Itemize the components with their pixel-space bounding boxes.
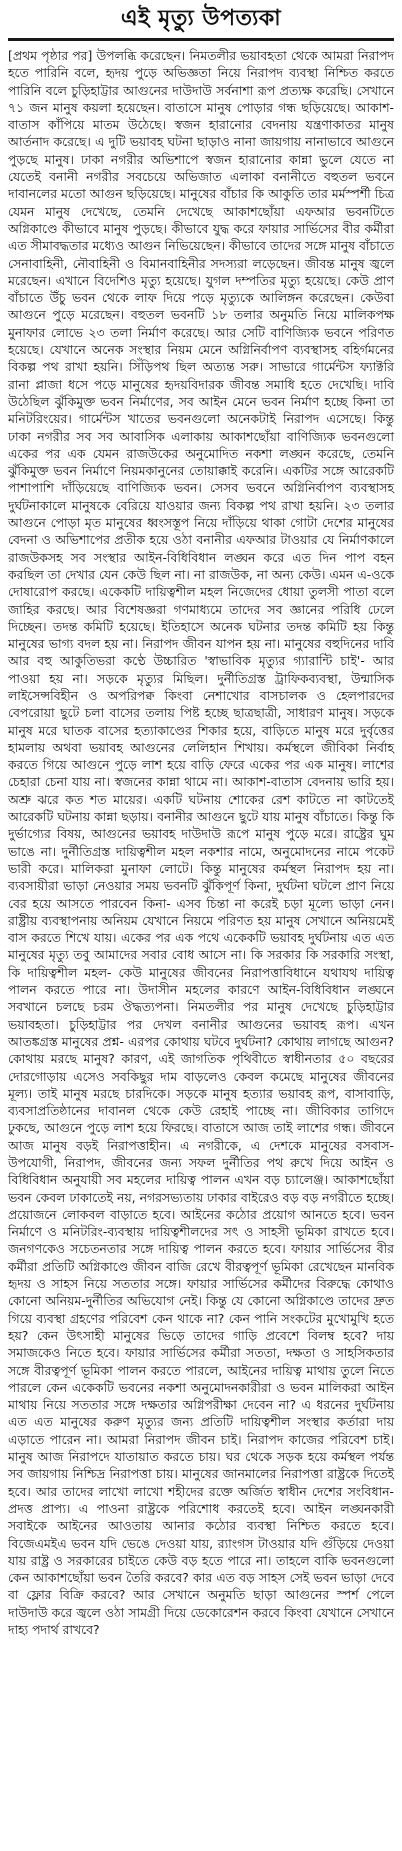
article-body: [8, 47, 394, 1638]
article-header: [8, 0, 394, 41]
article-body-text: [প্রথম পৃষ্ঠার পর] উপলব্ধি করেছেন। নিমতলীর ভয়াবহতা থেকে আমরা নিরাপদ হতে পারিনি বলে, হৃদয় পুড়ে অভিজ্ঞতা নিয়ে নিরাপদ ব্যবস্থা নিশ্চিত করতে পারিনি বলে চুড়িহাট্টার আগুনের দাউদাউ সর্বনাশা রূপ প্রত্যক্ষ করেছি। সেখানে ৭১ জন মানুষ কয়লা হয়েছেন। বাতাসে মানুষ পোড়ার গন্ধ ছড়িয়েছে। আকাশ-বাতাস কাঁপিয়ে মাতম উঠেছে। স্বজন হারানোর বেদনায় যন্ত্রণাকাতর মানুষ আর্তনাদ করেছে। এ দুটি ভয়াবহ ঘটনা ছাড়াও নানা জায়গায় নানাভাবে আগুনে পুড়ছে মানুষ। ঢাকা নগরীর অভিশাপে স্বজন হারানোর কান্না ভুলে যেতে না যেতেই বনানী নগরীর সবচেয়ে অভিজাত এলাকা বনানীতে বহুতল ভবনে দাবানলের মতো আগুন ছড়িয়েছে। মানুষের বাঁচার কি আকুতি তার মর্মস্পর্শী চিত্র যেমন মানুষ দেখেছে, তেমনি দেখেছে আকাশছোঁয়া এফআর ভবনটিতে অগ্নিকাণ্ডে কীভাবে মানুষ পুড়ছে। কীভাবে যুদ্ধ করে ফায়ার সার্ভিসের বীর কর্মীরা এত সীমাবদ্ধতার মধ্যেও আগুন নিভিয়েছেন। কীভাবে তাদের সঙ্গে মানুষ বাঁচাতে সেনাবাহিনী, নৌবাহিনী ও বিমানবাহিনীর সদস্যরা লড়েছেন। জীবন্ত মানুষ জ্বলে মরেছেন। এখানে বিদেশিও মৃত্যু হয়েছে। যুগল দম্পতির মৃত্যু হয়েছে। কেউ প্রাণ বাঁচাতে উঁচু ভবন থেকে লাফ দিয়ে পড়ে মৃত্যুকে আলিঙ্গন করেছেন। কেউবা আগুনে পুড়ে মরেছেন। বহুতল ভবনটি ১৮ তলার অনুমতি নিয়ে মালিকপক্ষ মুনাফার লোভে ২৩ তলা নির্মাণ করেছে। আর সেটি বাণিজ্যিক ভবনে পরিণত হয়েছে। যেখানে অনেক সংস্থার নিয়ম মেনে অগ্নিনির্বাপণ ব্যবস্থাসহ বহির্গমনের বিকল্প পথ রাখা হয়নি। সিঁড়িপথ ছিল অত্যন্ত সরু। সাভারে গার্মেন্টস ফ্যাক্টরি রানা প্লাজা ধসে পড়ে মানুষের হৃদয়বিদারক জীবন্ত সমাধি হতে দেখেছি। দাবি উঠেছিল ঝুঁকিমুক্ত ভবন নির্মাণের, সব আইন মেনে ভবন নির্মাণ হচ্ছে কিনা তা মনিটরিংয়ের। গার্মেন্টস খাতের ভবনগুলো অনেকটাই নিরাপদ এসেছে। কিন্তু ঢাকা নগরীর সব সব আবাসিক এলাকায় আকাশছোঁয়া বাণিজ্যিক ভবনগুলো একের পর এক যেমন রাজউকের অনুমোদিত নকশা লঙ্ঘন করেছে, তেমনি ঝুঁকিমুক্ত ভবন নির্মাণে নিয়মকানুনের তোয়াক্কাই করেনি। একটির সঙ্গে আরেকটি পাশাপাশি দাঁড়িয়েছে বাণিজ্যিক ভবন। সেসব ভবনে অগ্নিনির্বাপণ ব্যবস্থাসহ দুর্ঘটনাকালে মানুষকে বেরিয়ে যাওয়ার জন্য বিকল্প পথ রাখা হয়নি। ২৩ তলার আগুনে পোড়া মৃত মানুষের ধ্বংসস্তূপ নিয়ে দাঁড়িয়ে থাকা গোটা দেশের মানুষের বেদনা ও অভিশাপের প্রতীক হয়ে ওঠা বনানীর এফআর টাওয়ার যে নির্মাণকালে রাজউকসহ সব সংস্থার আইন-বিধিবিধান লঙ্ঘন করে এত দিন পাপ বহন করছিল তা দেখার যেন কেউ ছিল না। না রাজউক, না অন্য কেউ। এমন এ-ওকে দোষারোপ করছে। একেকটি দায়িত্বশীল মহল নিজেদের ধোয়া তুলসী পাতা বলে জাহির করছে। আর বিশেষজ্ঞরা গণমাধ্যমে তাদের সব জ্ঞানের পরিধি ঢেলে দিচ্ছেন। তদন্ত কমিটি হয়েছে। ইতিহাসে অনেক ঘটনার তদন্ত কমিটি হয় কিন্তু মানুষের ভাগ্য বদল হয় না। নিরাপদ জীবন যাপন হয় না। মানুষের বহুদিনের দাবি আর বহু আকুতিভরা কণ্ঠে উচ্চারিত 'স্বাভাবিক মৃত্যুর গ্যারান্টি চাই'- আর পাওয়া হয় না। সড়কে মৃত্যুর মিছিল। দুর্নীতিগ্রস্ত ট্রাফিকব্যবস্থা, উন্মাসিক লাইসেন্সবিহীন ও অপরিপক্ব কিংবা নেশাখোর বাসচালক ও হেলপারদের বেপরোয়া ছুটে চলা বাসের তলায় পিষ্ট হচ্ছে ছাত্রছাত্রী, সাধারণ মানুষ। সড়কে মানুষ মরে ঘাতক বাসের হত্যাকাণ্ডের শিকার হয়ে, বাড়িতে মানুষ মরে দুর্বৃত্তের হামলায় অথবা ভয়াবহ আগুনের লেলিহান শিখায়। কর্মস্থলে জীবিকা নির্বাহ করতে গিয়ে আগুনে পুড়ে লাশ হয়ে বাড়ি ফেরে একের পর এক মানুষ। লাশের চেহারা চেনা যায় না। স্বজনের কান্না থামে না। আকাশ-বাতাস বেদনায় ভারি হয়। অশ্রু ঝরে কত শত মায়ের। একটি ঘটনায় শোকের রেশ কাটতে না কাটতেই আরেকটি ঘটনায় কান্না ছড়ায়। বনানীর আগুনে ছুটে যায় মানুষ বাঁচাতে। কিন্তু কি দুর্ভাগ্যের বিষয়, আগুনের ভয়াবহ দাউদাউ রূপে মানুষ পুড়ে মরে। রাষ্ট্রের ঘুম ভাঙে না। দুর্নীতিগ্রস্ত দায়িত্বশীল মহল নকশার নামে, অনুমোদনের নামে পকেট ভারী করে। মালিকরা মুনাফা লোটে। কিন্তু মানুষের কর্মস্থল নিরাপদ হয় না। ব্যবসায়ীরা ভাড়া নেওয়ার সময় ভবনটি ঝুঁকিপূর্ণ কিনা, দুর্ঘটনা ঘটলে প্রাণ নিয়ে বের হয়ে আসতে পারবেন কিনা- এসব চিন্তা না করেই চড়া মূল্যে ভাড়া নেন। রাষ্ট্রীয় ব্যবস্থাপনায় অনিয়ম যেখানে নিয়মে পরিণত হয় মানুষ সেখানে অনিয়মেই বাস করতে শিখে যায়। একের পর এক পথে একেকটি ভয়াবহ দুর্ঘটনায় এত এত মানুষের মৃত্যু তবু আমাদের সবার বোধ আসে না। কি সরকার কি সরকারি সংস্থা, কি দায়িত্বশীল মহল- কেউ মানুষের জীবনের নিরাপত্তাবিধানে যথাযথ দায়িত্ব পালন করতে পারে না। উদাসীন মহলের কারণে আইন-বিধিবিধান লঙ্ঘনে সবখানে চলছে চরম ঔদ্ধত্যপনা। নিমতলীর পর মানুষ দেখেছে চুড়িহাট্টার ভয়াবহতা। চুড়িহাট্টার পর দেখল বনানীর আগুনের ভয়াবহ রূপ। এখন আতঙ্কগ্রস্ত মানুষের প্রশ্ন- এরপর কোথায় ঘটবে দুর্ঘটনা? কোথায় লাগছে আগুন? কোথায় মরছে মানুষ? কারণ, এই জাগতিক পৃথিবীতে স্বাধীনতার ৫০ বছরের দোরগোড়ায় এসেও সবকিছুর দাম বাড়লেও কেবল কমেছে মানুষের জীবনের মূল্য। তাই মানুষ মরছে চারদিকে। সড়কে মানুষ হত্যার ভয়াবহ রূপ, বাসাবাড়ি, ব্যবসাপ্রতিষ্ঠানের দাবানল থেকে কেউ রেহাই পাচ্ছে না। জীবিকার তাগিদে ঢুকছে, আগুনে পুড়ে লাশ হয়ে ফিরছে। বাতাসে আজ তাই লাশের গন্ধ। জীবনে আজ মানুষ বড়ই নিরাপত্তাহীন। এ নগরীকে, এ দেশকে মানুষের বসবাস-উপযোগী, নিরাপদ, জীবনের জন্য সফল দুর্নীতির পথ রুখে দিয়ে আইন ও বিধিবিধান অনুযায়ী সব মহলের দায়িত্ব পালন এখন বড় চ্যালেঞ্জ। আকাশছোঁয়া ভবন কেবল ঢাকাতেই নয়, নগরসভ্যতায় ঢাকার বাইরেও বড় বড় নগরীতে হচ্ছে। প্রয়োজনে লোকবল বাড়াতে হবে। আইনের কঠোর প্রয়োগ আনতে হবে। ভবন নির্মাণে ও মনিটরিং-ব্যবস্থায় দায়িত্বশীলদের সৎ ও সাহসী ভূমিকা রাখতে হবে। জনগণকেও সচেতনতার সঙ্গে দায়িত্ব পালন করতে হবে। ফায়ার সার্ভিসের বীর কর্মীরা প্রতিটি অগ্নিকাণ্ডে জীবন বাজি রেখে বীরত্বপূর্ণ ভূমিকা রেখেছেন মানবিক হৃদয় ও সাহস নিয়ে সততার সঙ্গে। ফায়ার সার্ভিসের কর্মীদের বিরুদ্ধে কোথাও কোনো অনিয়ম-দুর্নীতির অভিযোগ নেই। কিন্তু যে কোনো অগ্নিকাণ্ডে তাদের দ্রুত গিয়ে ব্যবস্থা গ্রহণের পরিবেশ কেন থাকে না? কেন পানি সংকটের মুখোমুখি হতে হয়? কেন উৎসাহী মানুষের ভিড়ে তাদের গাড়ি প্রবেশে বিলম্ব হবে? দায় সমাজকেও নিতে হবে। ফায়ার সার্ভিসের কর্মীরা সততা, দক্ষতা ও সাহসিকতার সঙ্গে বীরত্বপূর্ণ ভূমিকা পালন করতে পারলে, আইনের দায়িত্ব মাথায় তুলে নিতে পারলে কেন একেকটি ভবনের নকশা অনুমোদনকারীরা ও ভবন মালিকরা আইন মাথায় নিয়ে সততার সঙ্গে দক্ষতার অগ্নিপরীক্ষা দেবেন না? এ ধরনের দুর্ঘটনায় এত এত মানুষের করুণ মৃত্যুর জন্য প্রতিটি দায়িত্বশীল সংস্থার কর্তারা দায় এড়াতে পারেন না। আমরা নিরাপদ জীবন চাই। নিরাপদ কাজের পরিবেশ চাই। মানুষ আজ নিরাপদে যাতায়াত করতে চায়। ঘর থেকে সড়ক হয়ে কর্মস্থল পর্যন্ত সব জায়গায় নিশ্চিদ্র নিরাপত্তা চায়। মানুষের জানমালের নিরাপত্তা রাষ্ট্রকে দিতেই হবে। আর তাদের লাখো লাখো শহীদের রক্তে অর্জিত স্বাধীন দেশের সংবিধান-প্রদত্ত প্রাপ্য। এ পাওনা রাষ্ট্রকে পরিশোধ করতেই হবে। আইন লঙ্ঘনকারী সবাইকে আইনের আওতায় আনার কঠোর ব্যবস্থা নিশ্চিত করতে হবে। বিজেএমইএ ভবন যদি ভেঙে দেওয়া যায়, র‍্যাংগস টাওয়ার যদি গুঁড়িয়ে দেওয়া যায় রাষ্ট্র ও সরকারের চাইতে কেউ বড় হতে পারে না। তাহলে বাকি ভবনগুলো কেন আকাশছোঁয়া ভবন তৈরি করবে? কার এত বড় সাহস সেই ভবন ভাড়া দেবে বা ফ্লোর বিক্রি করবে? আর সেখানে অনুমতি ছাড়া আগুনের স্পর্শ পেলে দাউদাউ করে জ্বলে ওঠা সামগ্রী দিয়ে ডেকোরেশন করবে কিংবা যেখানে সেখানে দাহ্য পদার্থ রাখবে?: [8, 48, 394, 1638]
article-title: এই মৃত্যু উপত্যকা: [120, 5, 282, 31]
